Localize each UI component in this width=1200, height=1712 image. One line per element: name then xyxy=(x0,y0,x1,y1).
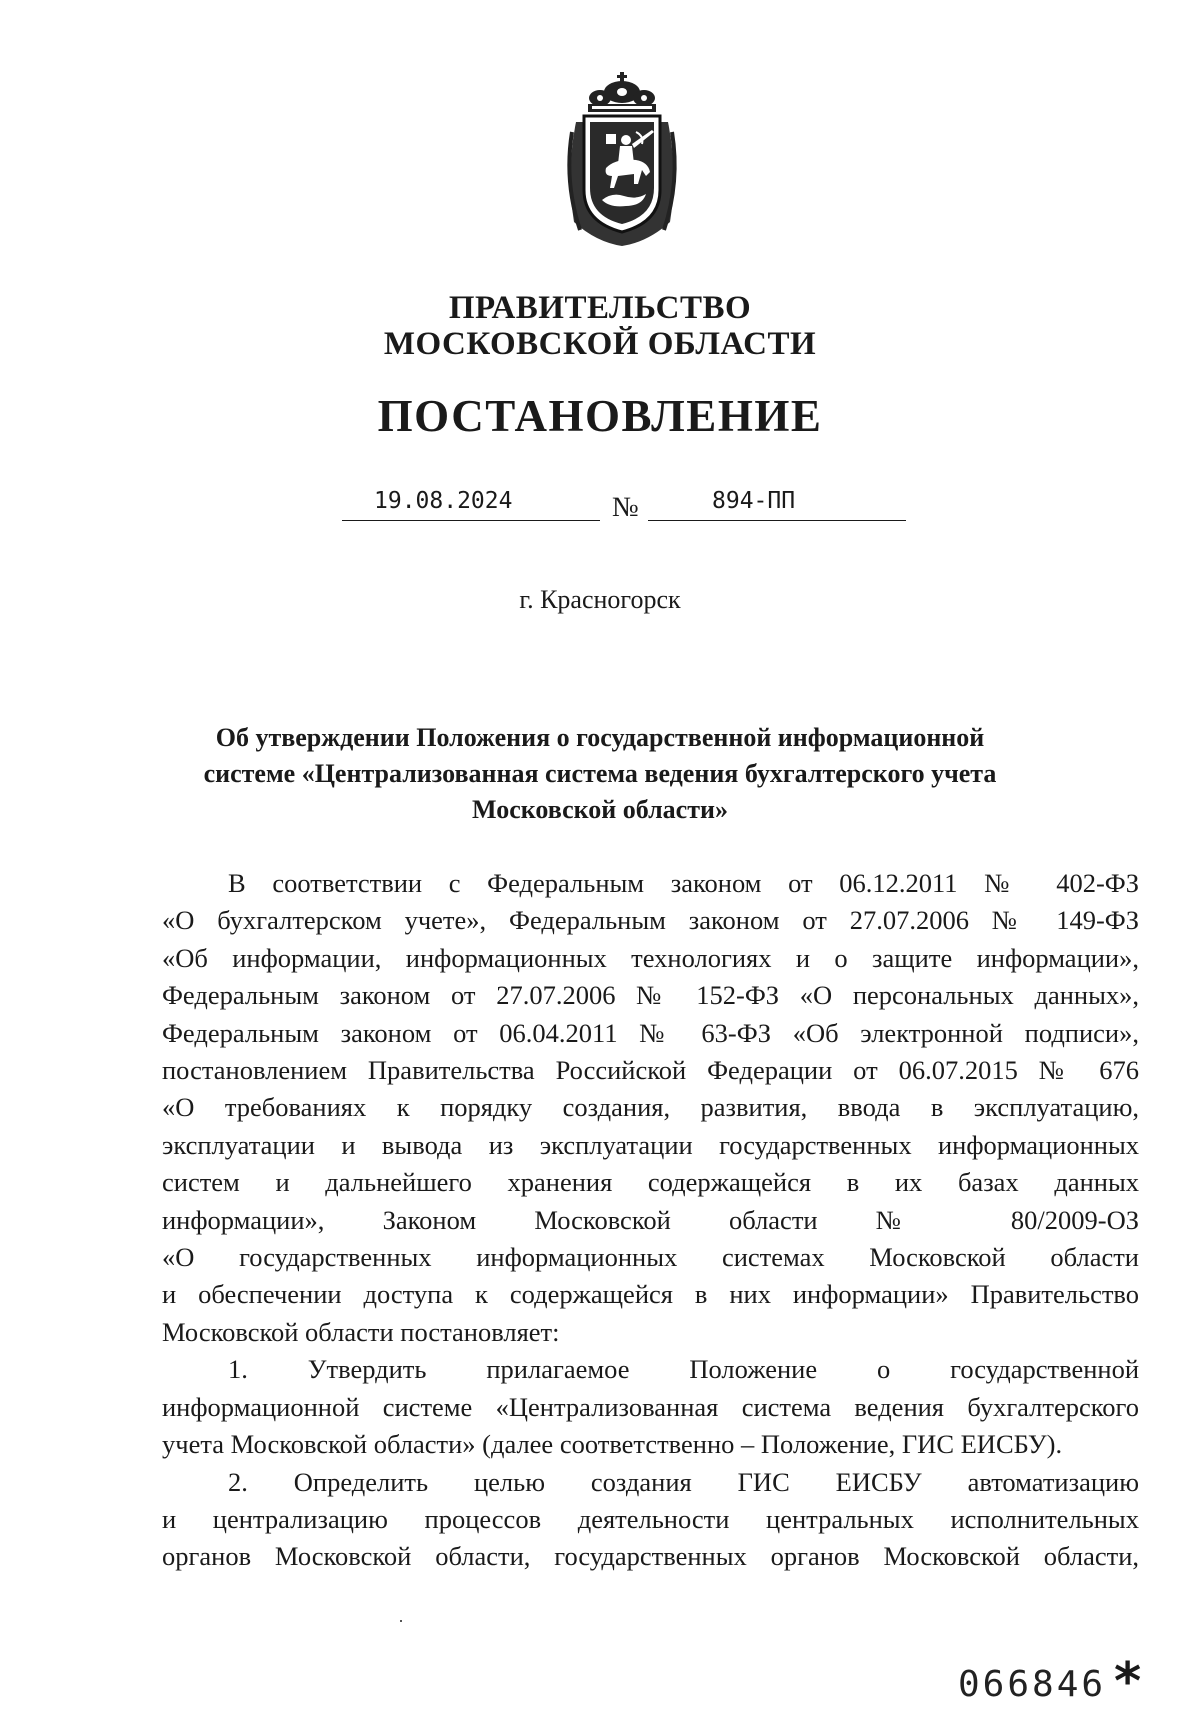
title-line: Московской области» xyxy=(472,795,728,824)
document-title xyxy=(180,720,1020,828)
number-sign: № xyxy=(612,492,639,523)
body-line: постановлением Правительства Российской Федерации от 06.07.2015 № 676 xyxy=(162,1055,1139,1086)
document-body xyxy=(162,865,1139,1576)
body-line: и централизацию процессов деятельности центральных исполнительных xyxy=(162,1503,1139,1534)
body-line: «О государственных информационных системах Московской области xyxy=(162,1242,1139,1273)
serial-number: 066846 xyxy=(958,1664,1107,1705)
number-underline xyxy=(648,520,906,521)
body-line: 2. Определить целью создания ГИС ЕИСБУ автоматизацию xyxy=(228,1466,1139,1497)
body-line: систем и дальнейшего хранения содержащейся в их базах данных xyxy=(162,1167,1139,1198)
body-line: «О бухгалтерском учете», Федеральным законом от 27.07.2006 № 149-ФЗ xyxy=(162,905,1139,936)
document-date: 19.08.2024 xyxy=(374,488,513,514)
body-line: Федеральным законом от 06.04.2011 № 63-ФЗ «Об электронной подписи», xyxy=(162,1017,1139,1048)
document-type: ПОСТАНОВЛЕНИЕ xyxy=(377,391,823,441)
body-line: учета Московской области» (далее соответственно – Положение, ГИС ЕИСБУ). xyxy=(162,1429,1063,1460)
date-underline xyxy=(342,520,600,521)
body-line: информации», Законом Московской области № 80/2009-ОЗ xyxy=(162,1204,1139,1235)
scan-speck xyxy=(400,1620,402,1622)
body-line: Московской области постановляет: xyxy=(162,1316,560,1347)
body-line: «О требованиях к порядку создания, развития, ввода в эксплуатацию, xyxy=(162,1092,1139,1123)
body-line: «Об информации, информационных технологиях и о защите информации», xyxy=(162,942,1139,973)
body-line: и обеспечении доступа к содержащейся в них информации» Правительство xyxy=(162,1279,1139,1310)
document-number: 894-ПП xyxy=(712,488,796,514)
organization-name-line1: ПРАВИТЕЛЬСТВО xyxy=(448,290,752,326)
title-line: системе «Централизованная система ведения бухгалтерского учета xyxy=(203,759,997,788)
coat-of-arms-emblem xyxy=(566,72,690,248)
title-line: Об утверждении Положения о государственной информационной xyxy=(215,723,985,752)
body-line: эксплуатации и вывода из эксплуатации государственных информационных xyxy=(162,1129,1139,1160)
city: г. Красногорск xyxy=(519,585,681,614)
asterisk-mark: * xyxy=(1114,1652,1142,1712)
body-line: 1. Утвердить прилагаемое Положение о государственной xyxy=(228,1354,1139,1385)
organization-name-line2: МОСКОВСКОЙ ОБЛАСТИ xyxy=(383,326,817,362)
body-line: информационной системе «Централизованная система ведения бухгалтерского xyxy=(162,1391,1139,1422)
body-line: Федеральным законом от 27.07.2006 № 152-ФЗ «О персональных данных», xyxy=(162,980,1139,1011)
body-line: В соответствии с Федеральным законом от 06.12.2011 № 402-ФЗ xyxy=(228,868,1139,898)
body-line: органов Московской области, государственных органов Московской области, xyxy=(162,1541,1139,1572)
